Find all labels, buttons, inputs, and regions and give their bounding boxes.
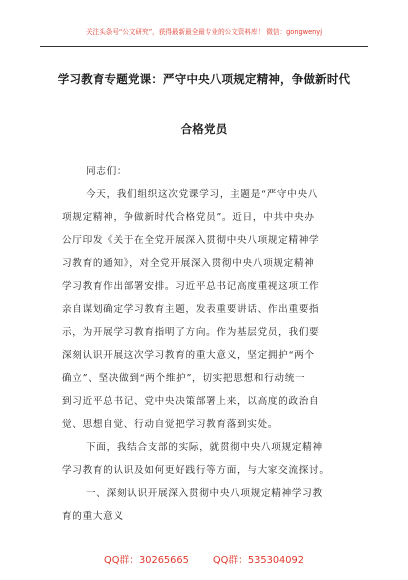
body-line: 公厅印发《关于在全党开展深入贯彻中央八项规定精神学 [62,235,320,246]
body-line: 项规定精神，争做新时代合格党员”。近日，中共中央办 [62,212,315,223]
footer-qq-group-1: QQ群：30265665 [103,555,189,566]
body-line: 亲自谋划确定学习教育主题，发表重要讲话、作出重要指 [62,304,320,315]
body-line: 习教育的通知》，对全党开展深入贯彻中央八项规定精神 [62,258,315,269]
body-line: 今天，我们组织这次党课学习，主题是“严守中央八 [86,189,319,200]
body-line: 学习教育作出部署安排。习近平总书记高度重视这项工作 [62,281,320,292]
header-note: 关注头条号“公文研究”，获得最新最全最专业的公文资料库！ 微信：gongwenyj [85,28,323,36]
header-divider [40,46,368,47]
body-line: 深刻认识开展这次学习教育的重大意义，坚定拥护“两个 [62,350,315,361]
body-line: 确立”、坚决做到“两个维护”，切实把思想和行动统一 [62,373,306,384]
section-heading-line-1: 一、深刻认识开展深入贯彻中央八项规定精神学习教 [86,488,323,499]
salutation: 同志们： [86,166,128,177]
document-title-line-1: 学习教育专题党课：严守中央八项规定精神，争做新时代 [57,72,351,86]
body-line: 到习近平总书记、党中央决策部署上来，以高度的政治自 [62,396,320,407]
footer [0,552,408,566]
section-heading-line-2: 育的重大意义 [62,511,124,522]
body-line: 觉、思想自觉、行动自觉把学习教育落到实处。 [62,419,279,430]
body-line: 学习教育的认识及如何更好践行等方面，与大家交流探讨。 [62,465,330,476]
document-title-line-2: 合格党员 [180,122,228,136]
body-line: 下面，我结合支部的实际，就贯彻中央八项规定精神 [86,442,323,453]
footer-qq-group-2: QQ群：535304092 [212,555,304,566]
body-line: 示，为开展学习教育指明了方向。作为基层党员，我们要 [62,327,320,338]
